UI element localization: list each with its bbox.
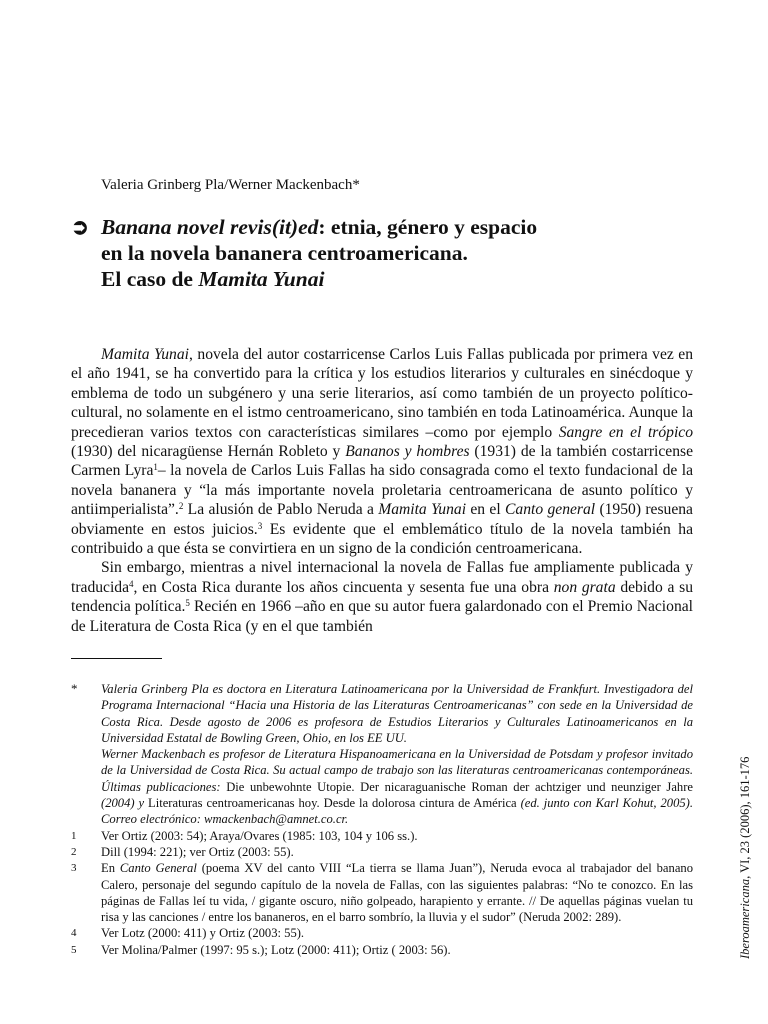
text-span: (1950) resuena obviamente en estos juicios. bbox=[71, 501, 693, 538]
title-line-3-plain: El caso de bbox=[101, 267, 199, 291]
footnotes bbox=[71, 681, 693, 958]
text-span: – la novela de Carlos Luis Fallas ha sido consagrada como el texto fundacional de la novela bananera y “la más importante novela proletaria centroamericana de asunto político y antiimperialista”. bbox=[71, 462, 694, 519]
text-italic: Bananos y hombres bbox=[345, 443, 470, 461]
footnote-ref-3[interactable]: 3 bbox=[257, 520, 263, 531]
text-span: La alusión de Pablo Neruda a bbox=[183, 501, 379, 519]
text-italic: Mamita Yunai bbox=[101, 346, 189, 363]
text-span: , en Costa Rica durante los años cincuenta y sesenta fue una obra bbox=[133, 578, 554, 596]
text-span: En bbox=[101, 861, 120, 876]
footnote-ref-1[interactable]: 1 bbox=[153, 462, 158, 473]
text-span: , novela del autor costarricense Carlos Luis Fallas publicada por primera vez en el año 1941, se ha convertido para la crítica y los estudios literarios y culturales en sinécdoque y emblema de todo un subgénero y una serie literarios, así como también de un proyecto político-cultural, no solamente en el istmo centroamericano, sino también en toda Latinoamérica. Aunque la precedieran varios textos con características similares –como por ejemplo bbox=[71, 346, 694, 441]
footnote-mark: 1 bbox=[71, 829, 77, 842]
journal-volume: , VI, 23 (2006), 161-176 bbox=[738, 756, 752, 879]
text-span: (1931) de la también costarricense Carmen Lyra bbox=[71, 443, 694, 480]
footnote-text: Ver Molina/Palmer (1997: 95 s.); Lotz (2000: 411); Ortiz ( 2003: 56). bbox=[101, 942, 451, 957]
footnote-4 bbox=[71, 925, 693, 941]
journal-citation bbox=[738, 757, 753, 959]
footnote-text: Ver Ortiz (2003: 54); Araya/Ovares (1985: 103, 104 y 106 ss.). bbox=[101, 828, 418, 843]
text-italic: Werner Mackenbach es profesor de Literatura Hispanoamericana en la Universidad de Potsdam y profesor invitado de la Universidad de Costa Rica. Su actual campo de trabajo son las literaturas centroamericanas contemporáneas. Últimas publicaciones: bbox=[101, 747, 693, 794]
footnote-2 bbox=[71, 844, 693, 860]
footnote-ref-2[interactable]: 2 bbox=[178, 501, 184, 512]
paragraph-1 bbox=[71, 345, 693, 558]
journal-name: Iberoamericana bbox=[738, 878, 752, 959]
title-rest: : etnia, género y espacio bbox=[318, 215, 538, 239]
footnote-star bbox=[71, 681, 693, 828]
footnote-5 bbox=[71, 942, 693, 958]
footnote-3 bbox=[71, 860, 693, 925]
title-line-2: en la novela bananera centroamericana. bbox=[101, 241, 468, 265]
text-italic: Canto General bbox=[119, 861, 197, 876]
footnote-mark: 2 bbox=[71, 845, 77, 858]
title-line-1 bbox=[101, 214, 711, 240]
footnote-text bbox=[101, 746, 693, 827]
text-italic: Canto general bbox=[505, 501, 596, 519]
title-line-3 bbox=[101, 266, 711, 292]
text-italic: non grata bbox=[553, 578, 616, 596]
text-italic: Sangre en el trópico bbox=[558, 423, 694, 441]
footnote-mark: 3 bbox=[71, 862, 77, 875]
text-italic: Mamita Yunai bbox=[378, 501, 467, 519]
text-span: (poema XV del canto VIII “La tierra se llama Juan”), Neruda evoca al trabajador del banano Calero, personaje del segundo capítulo de la novela de Fallas, con las siguientes palabras: “No te conozco. En las páginas de Fallas leí tu vida, / gigante oscuro, niño golpeado, harapiento y errante. // De aquellas páginas vuelan tu risa y las canciones / entre los bananeros, en el barro sombrío, la lluvia y el sudor” (Neruda 2002: 289). bbox=[101, 861, 693, 925]
text-span: Literaturas centroamericanas hoy. Desde la dolorosa cintura de América bbox=[144, 796, 521, 811]
title-line-3-italic: Mamita Yunai bbox=[198, 267, 325, 291]
text-italic: (2004) y bbox=[101, 796, 145, 811]
footnote-1 bbox=[71, 828, 693, 844]
footnote-mark: 5 bbox=[71, 943, 77, 956]
article-title bbox=[71, 214, 711, 292]
text-span: en el bbox=[466, 501, 506, 519]
footnote-mark: 4 bbox=[71, 927, 77, 940]
text-span: Es evidente que el emblemático título de la novela también ha contribuido a que ésta se convirtiera en un signo de la condición centroamericana. bbox=[71, 520, 693, 558]
footnote-text: Valeria Grinberg Pla es doctora en Literatura Latinoamericana por la Universidad de Frankfurt. Investigadora del Programa Internacional “Hacia una Historia de las Literaturas Centroamericanas” con sede en la Universidad de Costa Rica. Desde agosto de 2006 es profesora de Estudios Literarios y Culturales Latinoamericanos en la Universidad Estatal de Bowling Green, Ohio, en los EE UU. bbox=[101, 682, 693, 745]
footnote-ref-5[interactable]: 5 bbox=[185, 598, 190, 609]
footnote-text bbox=[101, 860, 693, 925]
title-italic-part: Banana novel revis(it)ed bbox=[101, 215, 319, 239]
text-span: Recién en 1966 –año en que su autor fuera galardonado con el Premio Nacional de Literatura de Costa Rica (y en el que también bbox=[71, 598, 693, 635]
footnote-divider bbox=[71, 658, 162, 659]
paragraph-2 bbox=[71, 558, 693, 636]
text-span: Die unbewohnte Utopie. Der nicaraguanische Roman der achtziger und neunziger Jahre bbox=[220, 779, 693, 794]
footnote-mark: * bbox=[71, 681, 78, 696]
email-link: (ed. junto con Karl Kohut, 2005). Correo electrónico: wmackenbach@amnet.co.cr. bbox=[101, 796, 694, 827]
footnote-ref-4[interactable]: 4 bbox=[129, 578, 134, 589]
arrow-icon: ➲ bbox=[71, 215, 90, 239]
body-text bbox=[71, 345, 693, 636]
author-line: Valeria Grinberg Pla/Werner Mackenbach* bbox=[101, 177, 360, 193]
footnote-text: Ver Lotz (2000: 411) y Ortiz (2003: 55). bbox=[101, 926, 305, 941]
text-span: (1930) del nicaragüense Hernán Robleto y bbox=[71, 443, 346, 461]
text-span: debido a su tendencia política. bbox=[71, 578, 693, 616]
footnote-text: Dill (1994: 221); ver Ortiz (2003: 55). bbox=[101, 844, 294, 859]
text-span: Sin embargo, mientras a nivel internacional la novela de Fallas fue ampliamente publicada y traducida bbox=[71, 559, 693, 596]
